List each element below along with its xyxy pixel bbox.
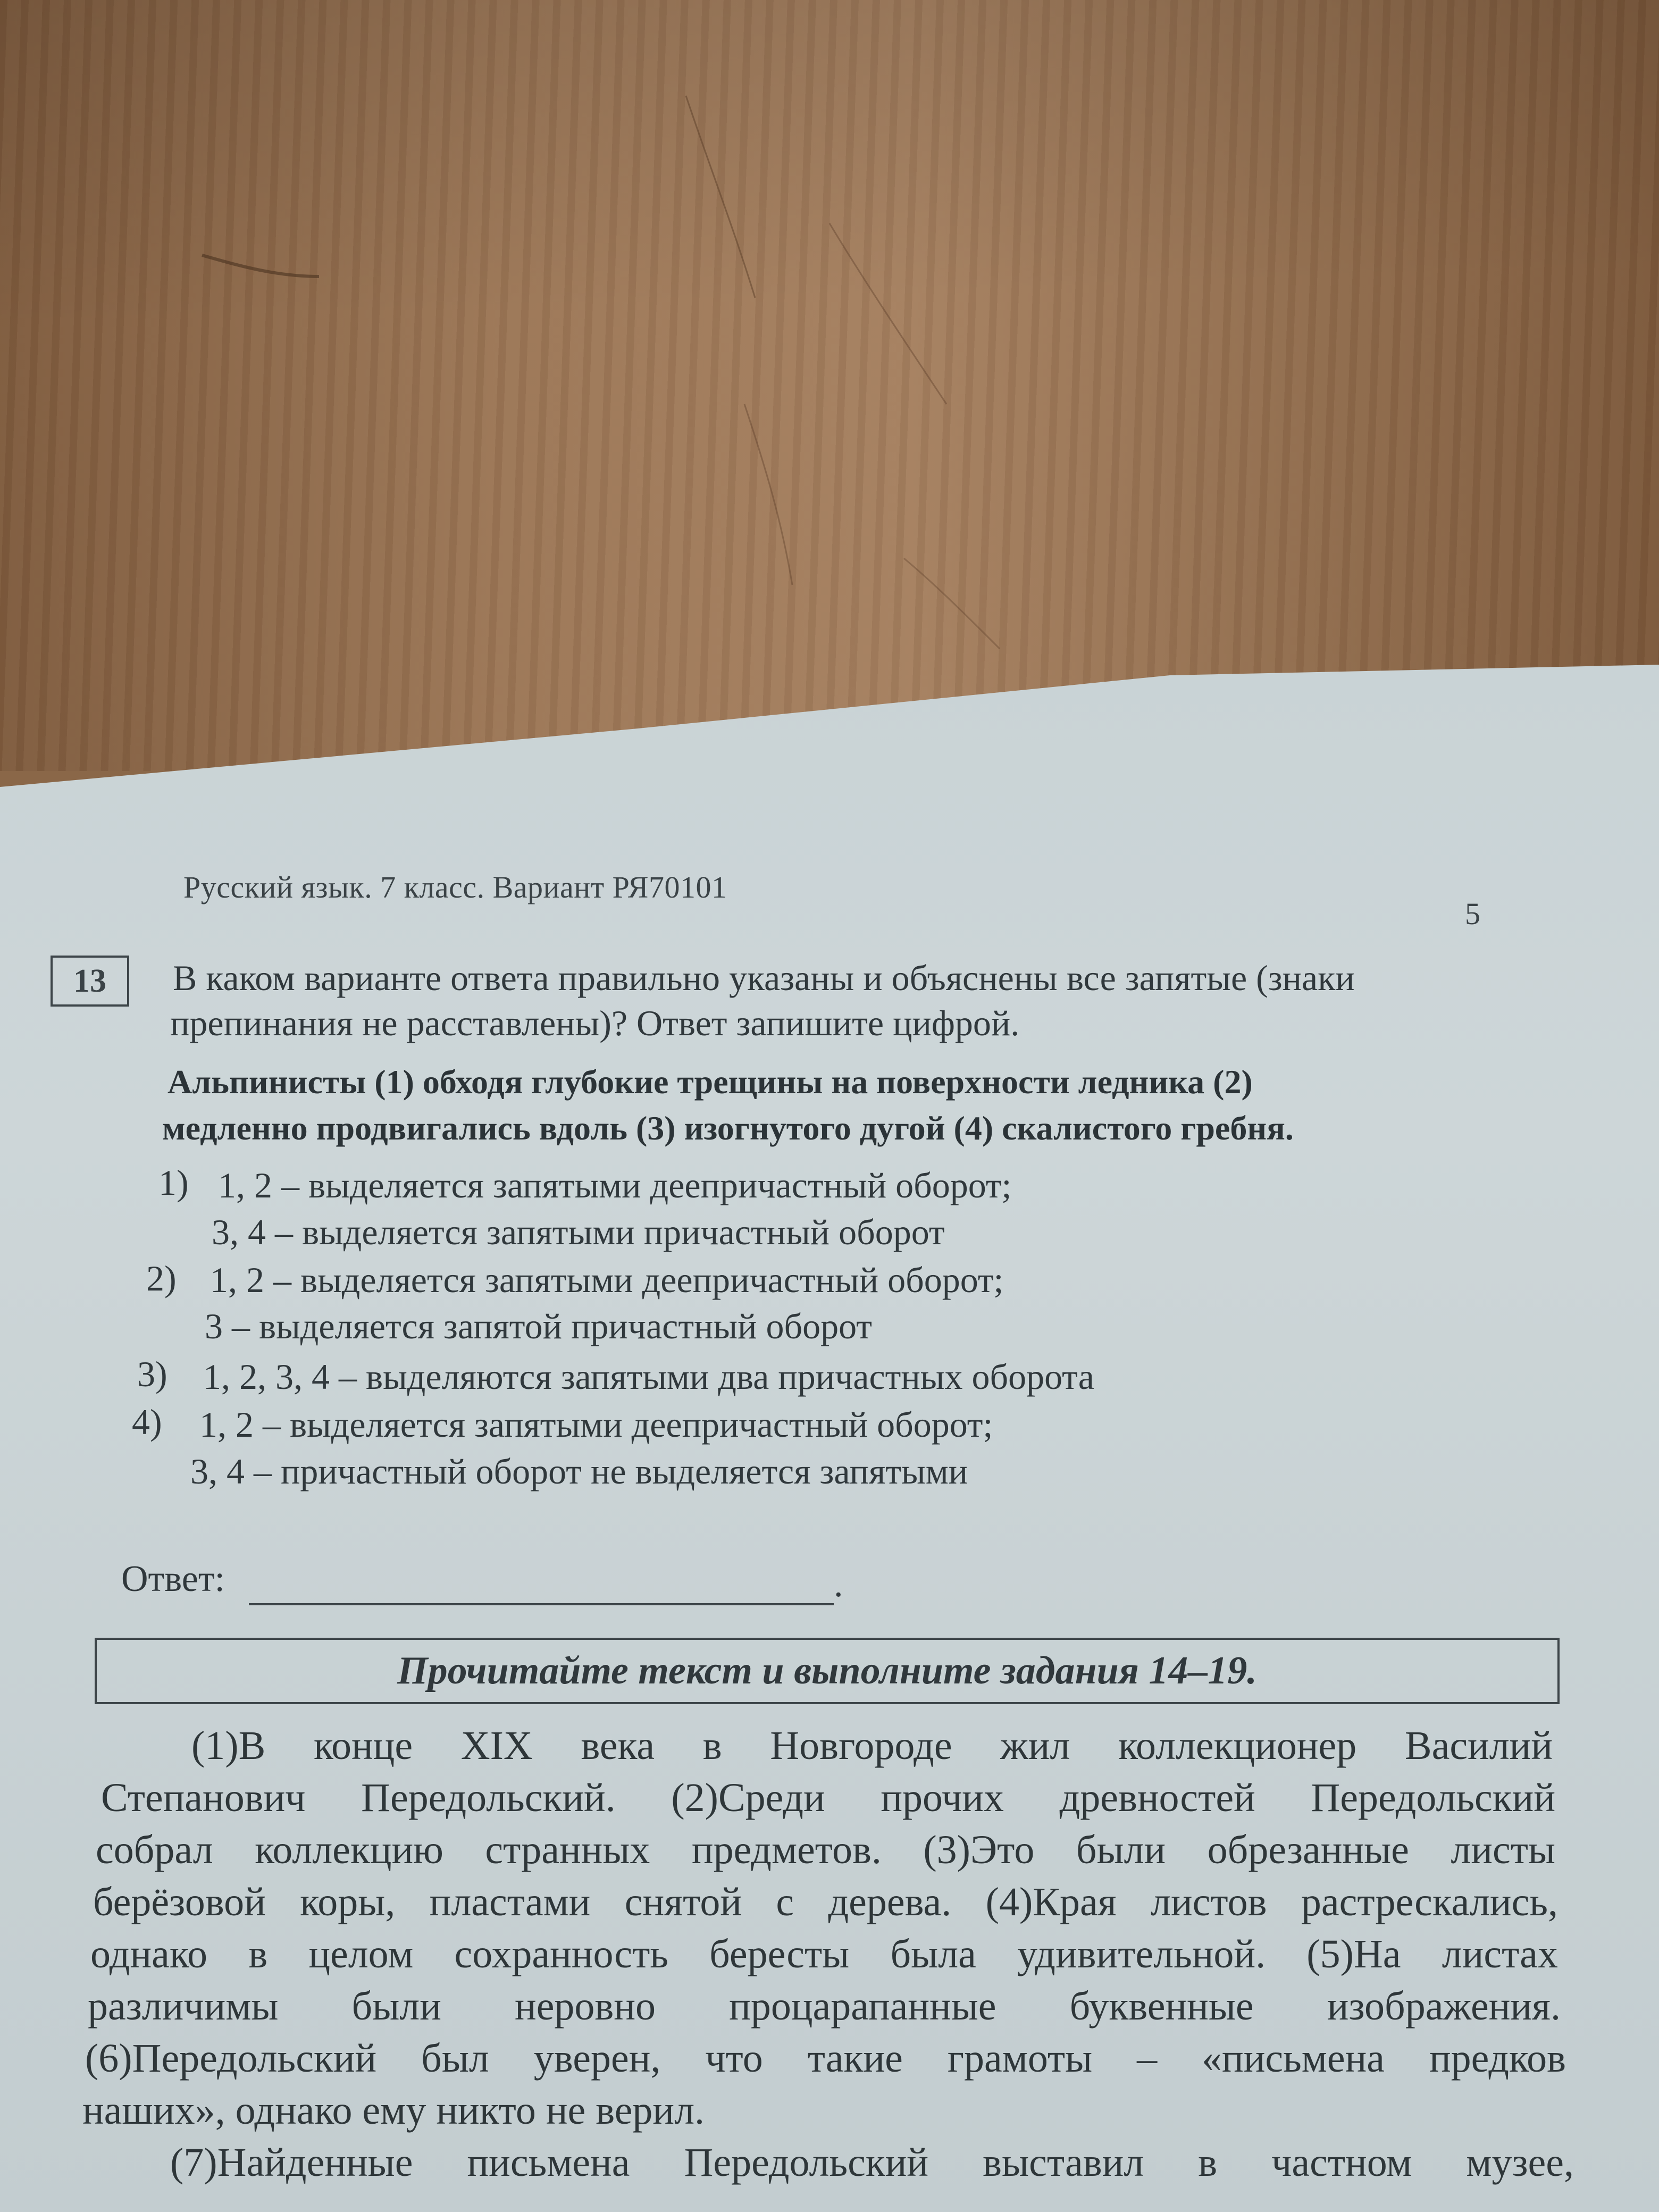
desk-background — [0, 0, 1659, 771]
answer-field[interactable] — [249, 1561, 834, 1605]
option-line: 3, 4 – выделяется запятыми причастный оборот — [212, 1212, 945, 1252]
page-number: 5 — [1465, 896, 1480, 931]
text-line: Степанович Передольский. (2)Среди прочих древностей Передольский — [101, 1775, 1555, 1820]
text-line: (1)В конце XIX века в Новгороде жил коллекционер Василий — [191, 1723, 1553, 1768]
text-line: (6)Передольский был уверен, что такие грамоты – «письмена предков — [85, 2036, 1566, 2081]
answer-label: Ответ: — [121, 1559, 225, 1599]
question-line: препинания не расставлены)? Ответ запишите цифрой. — [170, 1003, 1020, 1043]
option-line: 1, 2 – выделяется запятыми деепричастный оборот; — [218, 1165, 1012, 1205]
question-line: В каком варианте ответа правильно указаны и объяснены все запятые (знаки — [173, 958, 1355, 998]
exercise-sentence-line: Альпинисты (1) обходя глубокие трещины на поверхности ледника (2) — [167, 1063, 1253, 1101]
option-line: 3, 4 – причастный оборот не выделяется запятыми — [190, 1451, 968, 1492]
text-line: (7)Найденные письмена Передольский выставил в частном музее, — [170, 2140, 1574, 2185]
option-line: 1, 2, 3, 4 – выделяются запятыми два причастных оборота — [203, 1356, 1094, 1397]
text-line: наших», однако ему никто не верил. — [82, 2088, 705, 2133]
reading-instruction: Прочитайте текст и выполните задания 14–19. — [397, 1649, 1257, 1692]
text-line: собрал коллекцию странных предметов. (3)Это были обрезанные листы — [96, 1828, 1555, 1872]
text-line: однако в целом сохранность бересты была удивительной. (5)На листах — [90, 1932, 1558, 1976]
reading-instruction-box — [95, 1638, 1560, 1704]
page-header: Русский язык. 7 класс. Вариант РЯ70101 — [183, 870, 727, 904]
wood-grain — [0, 0, 1659, 771]
text-line: берёзовой коры, пластами снятой с дерева. (4)Края листов растрескались, — [93, 1880, 1558, 1924]
option-number: 4) — [132, 1402, 162, 1442]
option-line: 1, 2 – выделяется запятыми деепричастный оборот; — [210, 1260, 1004, 1300]
text-line: различимы были неровно процарапанные буквенные изображения. — [88, 1984, 1561, 2029]
option-line: 3 – выделяется запятой причастный оборот — [205, 1306, 872, 1346]
option-number: 3) — [137, 1354, 167, 1394]
task-number-box: 13 — [51, 956, 129, 1007]
exercise-sentence-line: медленно продвигались вдоль (3) изогнутого дугой (4) скалистого гребня. — [162, 1109, 1294, 1147]
option-line: 1, 2 – выделяется запятыми деепричастный оборот; — [199, 1404, 993, 1445]
option-number: 2) — [146, 1258, 177, 1298]
option-number: 1) — [158, 1162, 189, 1203]
answer-period: . — [834, 1564, 843, 1605]
